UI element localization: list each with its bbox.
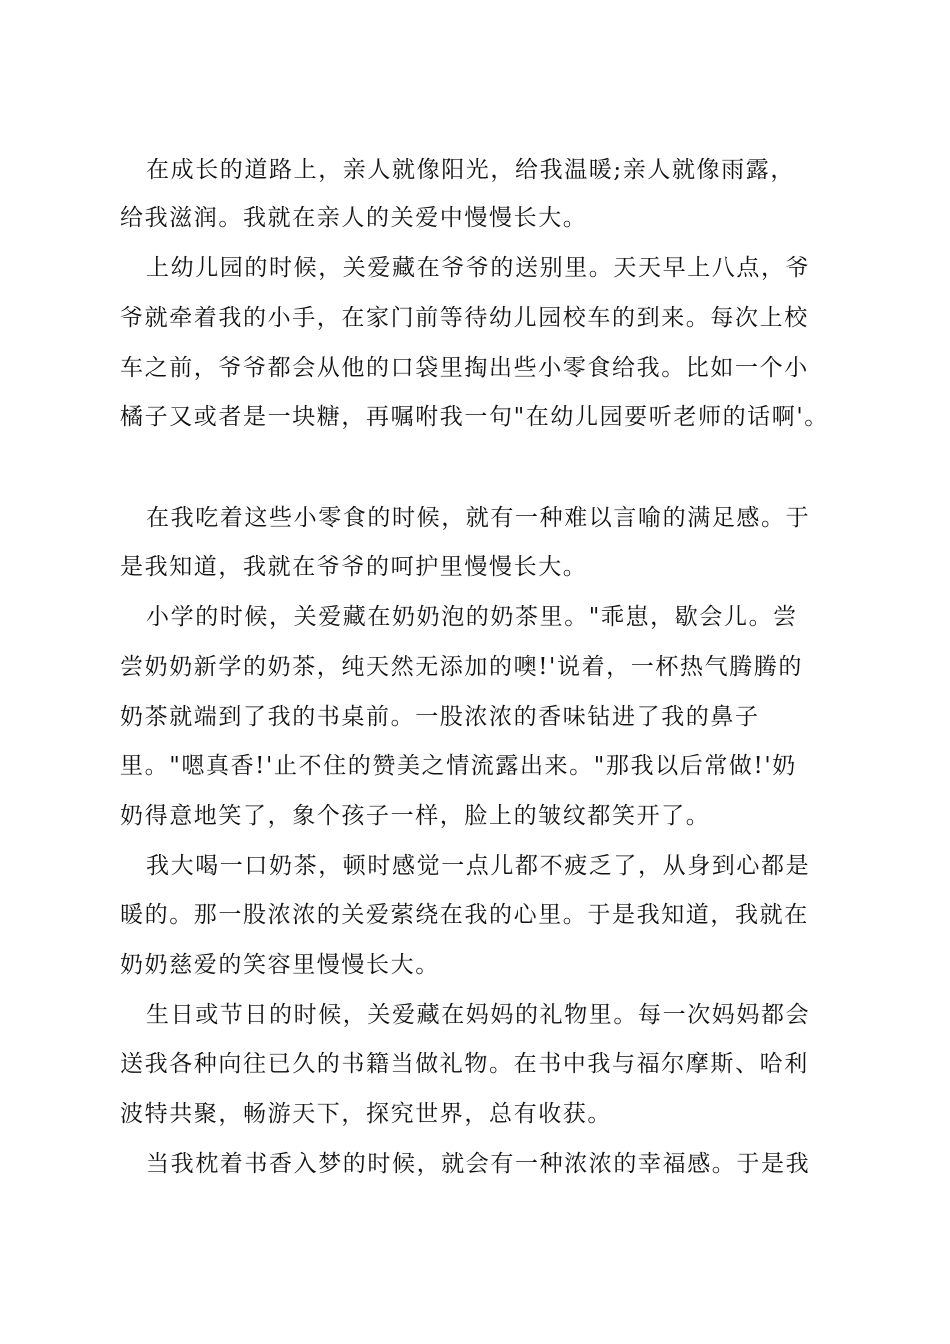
- paragraph-4-line-2: 尝奶奶新学的奶茶，纯天然无添加的噢!'说着，一杯热气腾腾的: [120, 654, 803, 680]
- paragraph-3-line-1: 在我吃着这些小零食的时候，就有一种难以言喻的满足感。于: [146, 505, 811, 531]
- paragraph-2-line-3: 车之前，爷爷都会从他的口袋里掏出些小零食给我。比如一个小: [120, 355, 809, 381]
- paragraph-2-line-4: 橘子又或者是一块糖，再嘱咐我一句"在幼儿园要听老师的话啊'。: [120, 404, 829, 430]
- paragraph-6-line-2: 送我各种向往已久的书籍当做礼物。在书中我与福尔摩斯、哈利: [120, 1051, 809, 1077]
- paragraph-4-line-3: 奶茶就端到了我的书桌前。一股浓浓的香味钻进了我的鼻子: [120, 704, 760, 730]
- paragraph-1-line-1: 在成长的道路上，亲人就像阳光，给我温暖;亲人就像雨露，: [146, 157, 795, 183]
- paragraph-3-line-2: 是我知道，我就在爷爷的呵护里慢慢长大。: [120, 554, 588, 580]
- paragraph-1-line-2: 给我滋润。我就在亲人的关爱中慢慢长大。: [120, 205, 588, 231]
- paragraph-2-line-2: 爷就牵着我的小手，在家门前等待幼儿园校车的到来。每次上校: [120, 305, 809, 331]
- paragraph-7-line-1: 当我枕着书香入梦的时候，就会有一种浓浓的幸福感。于是我: [146, 1151, 811, 1177]
- paragraph-5-line-3: 奶奶慈爱的笑容里慢慢长大。: [120, 952, 440, 978]
- paragraph-2-line-1: 上幼儿园的时候，关爱藏在爷爷的送别里。天天早上八点，爷: [146, 255, 811, 281]
- paragraph-6-line-1: 生日或节日的时候，关爱藏在妈妈的礼物里。每一次妈妈都会: [146, 1002, 811, 1028]
- paragraph-4-line-5: 奶得意地笑了，象个孩子一样，脸上的皱纹都笑开了。: [120, 803, 711, 829]
- paragraph-4-line-4: 里。"嗯真香!'止不住的赞美之情流露出来。"那我以后常做!'奶: [120, 753, 797, 779]
- paragraph-5-line-1: 我大喝一口奶茶，顿时感觉一点儿都不疲乏了，从身到心都是: [146, 853, 811, 879]
- paragraph-4-line-1: 小学的时候，关爱藏在奶奶泡的奶茶里。"乖崽，歇会儿。尝: [146, 604, 798, 630]
- paragraph-6-line-3: 波特共聚，畅游天下，探究世界，总有收获。: [120, 1101, 612, 1127]
- paragraph-5-line-2: 暖的。那一股浓浓的关爱萦绕在我的心里。于是我知道，我就在: [120, 902, 809, 928]
